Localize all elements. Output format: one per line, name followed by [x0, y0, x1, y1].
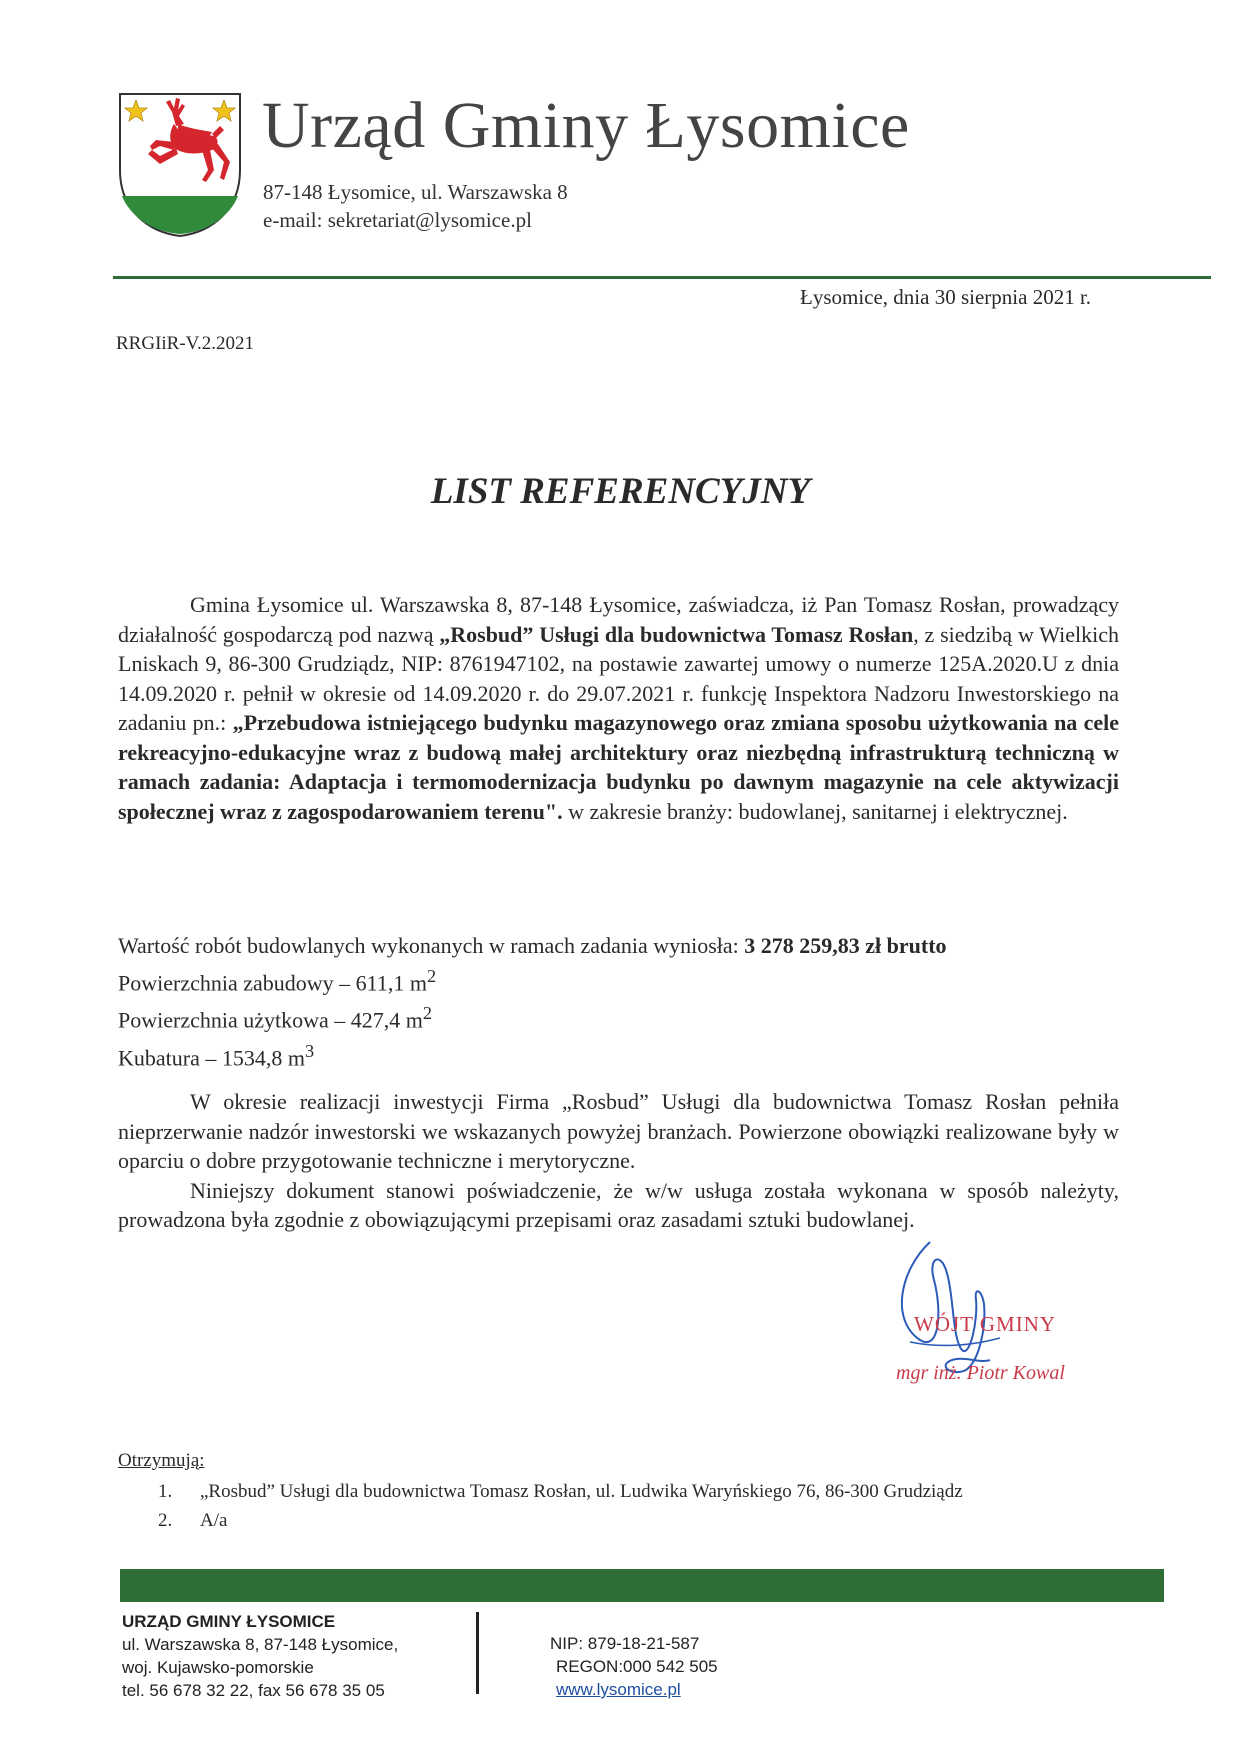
usable-area-text: Powierzchnia użytkowa – 427,4 m — [118, 1007, 423, 1033]
superscript: 2 — [422, 1003, 433, 1024]
recipients-label: Otrzymują: — [118, 1450, 205, 1471]
footer-office-name: URZĄD GMINY ŁYSOMICE — [122, 1612, 336, 1631]
paragraph-text: , z siedzibą w Wielkich Lniskach 9, 86-300 Grudziądz, NIP: 8761947102, na postawie zawartej umowy o numerze 125A.2020.U z dnia 14.09.2020 r. pełnił w okresie od 14.09.2020 r. do 29.07.2021 r. funkcję Inspektora Nadzoru Inwestorskiego na zadaniu pn.: — [118, 621, 1119, 735]
built-area-line — [118, 961, 947, 998]
list-number: 2. — [158, 1510, 173, 1531]
superscript: 3 — [304, 1040, 315, 1061]
website-link[interactable]: www.lysomice.pl — [556, 1680, 681, 1699]
superscript: 2 — [426, 966, 437, 986]
list-number: 1. — [158, 1481, 173, 1502]
stamp-title: WÓJT GMINY — [914, 1312, 1057, 1336]
reference-number: RRGIiR-V.2.2021 — [116, 333, 254, 354]
usable-area-line — [118, 998, 947, 1035]
company-name: „Rosbud” Usługi dla budownictwa Tomasz Rosłan — [439, 621, 914, 647]
recipient-text: A/a — [200, 1510, 228, 1531]
certification-paragraph — [118, 590, 1119, 826]
coat-of-arms-logo — [116, 90, 244, 238]
paragraph-text: Gmina Łysomice ul. Warszawska 8, 87-148 Łysomice, zaświadcza, iż Pan Tomasz Rosłan, prowadzący działalność gospodarczą pod nazwą — [118, 592, 1119, 647]
footer-address: ul. Warszawska 8, 87-148 Łysomice, — [122, 1635, 399, 1654]
recipients-list — [158, 1477, 963, 1535]
stamp-name: mgr inż. Piotr Kowal — [896, 1362, 1065, 1384]
footer-divider — [476, 1612, 479, 1694]
office-email: e-mail: sekretariat@lysomice.pl — [263, 208, 532, 232]
closing-paragraphs — [118, 1087, 1119, 1235]
footer-green-bar — [120, 1569, 1164, 1602]
project-values — [118, 930, 947, 1073]
works-value-amount: 3 278 259,83 zł brutto — [744, 933, 947, 958]
signature-stamp — [870, 1230, 1110, 1400]
built-area-text: Powierzchnia zabudowy – 611,1 m — [118, 970, 427, 996]
footer-ids — [550, 1632, 718, 1701]
footer-regon: REGON:000 542 505 — [556, 1657, 718, 1676]
document-heading: LIST REFERENCYJNY — [430, 471, 811, 512]
office-address: 87-148 Łysomice, ul. Warszawska 8 — [263, 180, 568, 204]
task-name: „Przebudowa istniejącego budynku magazynowego oraz zmiana sposobu użytkowania na cele rekreacyjno-edukacyjne wraz z budową małej architektury oraz niezbędną infrastrukturą techniczną w ramach zadania: Adaptacja i termomodernizacja budynku po dawnym magazynie na cele aktywizacji społecznej wraz z zagospodarowaniem terenu". — [118, 710, 1119, 824]
supervision-paragraph: W okresie realizacji inwestycji Firma „Rosbud” Usługi dla budownictwa Tomasz Rosłan pełniła nieprzerwanie nadzór inwestorski we wskazanych powyżej branżach. Powierzone obowiązki realizowane były w oparciu o dobre przygotowanie techniczne i merytoryczne. — [118, 1089, 1119, 1173]
footer-region: woj. Kujawsko-pomorskie — [122, 1658, 314, 1677]
list-item — [158, 1477, 963, 1506]
letter-date: Łysomice, dnia 30 sierpnia 2021 r. — [800, 285, 1092, 309]
footer-phone: tel. 56 678 32 22, fax 56 678 35 05 — [122, 1681, 385, 1700]
paragraph-text: w zakresie branży: budowlanej, sanitarnej i elektrycznej. — [562, 798, 1068, 824]
list-item — [158, 1506, 963, 1535]
recipient-text: „Rosbud” Usługi dla budownictwa Tomasz Rosłan, ul. Ludwika Waryńskiego 76, 86-300 Grudziądz — [200, 1481, 963, 1502]
footer-nip: NIP: 879-18-21-587 — [550, 1634, 700, 1653]
works-value-line — [118, 930, 947, 961]
attestation-paragraph: Niniejszy dokument stanowi poświadczenie, że w/w usługa została wykonana w sposób należyty, prowadzona była zgodnie z obowiązującymi przepisami oraz zasadami sztuki budowlanej. — [118, 1177, 1119, 1232]
footer-contact — [122, 1610, 398, 1702]
works-value-label: Wartość robót budowlanych wykonanych w ramach zadania wyniosła: — [118, 933, 745, 958]
volume-line — [118, 1036, 947, 1073]
header-divider — [113, 276, 1211, 279]
volume-text: Kubatura – 1534,8 m — [118, 1044, 305, 1070]
office-title: Urząd Gminy Łysomice — [262, 89, 910, 162]
